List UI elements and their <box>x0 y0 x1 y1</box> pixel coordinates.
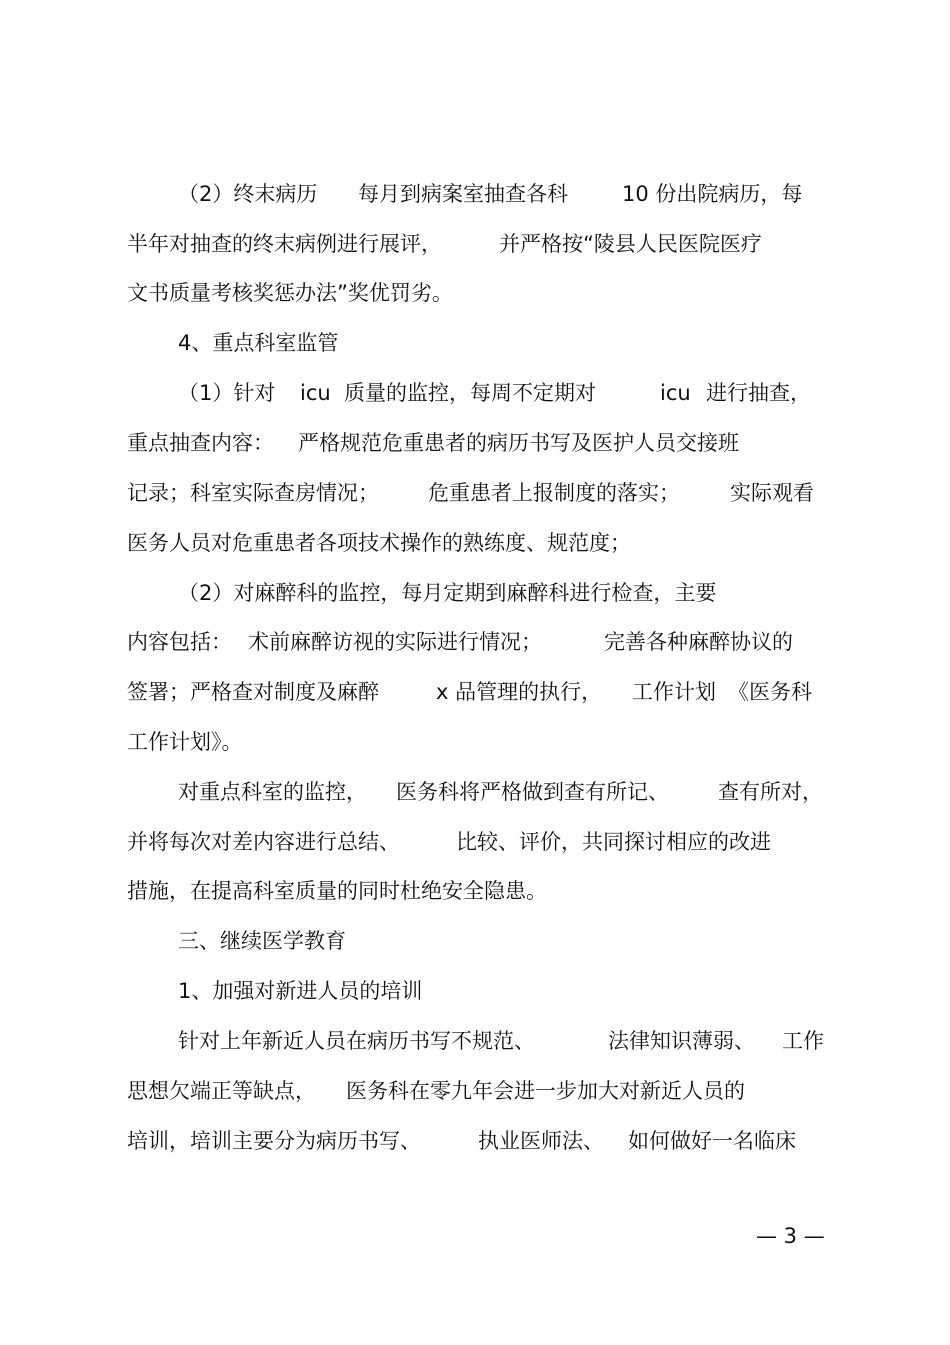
text-segment: 措施，在提高科室质量的同时杜绝安全隐患。 <box>127 879 547 903</box>
text-segment: 对重点科室的监控， <box>178 780 367 804</box>
text-segment: 签署；严格查对制度及麻醉 <box>127 680 379 704</box>
text-segment: 实际观看 <box>730 481 814 505</box>
text-segment: 思想欠端正等缺点， <box>127 1079 316 1103</box>
section-heading <box>0 326 950 360</box>
text-line <box>0 526 950 560</box>
text-segment: 每月到病案室抽查各科 <box>358 182 568 206</box>
text-segment: 《医务科 <box>728 680 812 704</box>
text-segment: 查有所对， <box>718 780 823 804</box>
text-line <box>0 675 950 709</box>
text-segment: 文书质量考核奖惩办法”奖优罚劣。 <box>127 281 453 305</box>
text-segment: x 品管理的执行， <box>436 680 603 704</box>
text-segment: 严格规范危重患者的病历书写及医护人员交接班 <box>298 431 739 455</box>
text-line <box>0 227 950 261</box>
text-segment: 4、重点科室监管 <box>178 331 339 355</box>
text-segment: 医务人员对危重患者各项技术操作的熟练度、规范度； <box>127 531 631 555</box>
text-segment: （2）对麻醉科的监控，每月定期到麻醉科进行检查，主要 <box>178 581 717 605</box>
text-line <box>0 177 950 211</box>
text-line <box>0 775 950 809</box>
text-line <box>0 576 950 610</box>
text-line <box>0 376 950 410</box>
text-line <box>0 1074 950 1108</box>
text-segment: 完善各种麻醉协议的 <box>604 630 793 654</box>
text-segment: 针对上年新近人员在病历书写不规范、 <box>178 1029 535 1053</box>
text-line <box>0 1124 950 1158</box>
text-segment: 工作计划》。 <box>127 730 243 754</box>
text-line <box>0 1024 950 1058</box>
text-segment: 工作计划 <box>632 680 716 704</box>
text-segment: 医务科将严格做到查有所记、 <box>396 780 669 804</box>
text-segment: 危重患者上报制度的落实； <box>428 481 680 505</box>
text-segment: 记录；科室实际查房情况； <box>127 481 379 505</box>
text-line <box>0 426 950 460</box>
text-segment: 法律知识薄弱、 <box>608 1029 755 1053</box>
text-segment: 进行抽查， <box>706 381 811 405</box>
section-heading <box>0 924 950 958</box>
text-segment: 三、继续医学教育 <box>178 929 346 953</box>
text-segment: 执业医师法、 <box>478 1129 604 1153</box>
text-segment: 医务科在零九年会进一步加大对新近人员的 <box>346 1079 745 1103</box>
text-segment: icu <box>660 381 691 405</box>
section-heading <box>0 974 950 1008</box>
text-segment: icu <box>300 381 331 405</box>
text-line <box>0 476 950 510</box>
text-segment: 培训，培训主要分为病历书写、 <box>127 1129 421 1153</box>
text-segment: 内容包括： <box>127 630 232 654</box>
text-segment: 并严格按“陵县人民医院医疗 <box>499 232 762 256</box>
text-segment: 比较、评价，共同探讨相应的改进 <box>456 830 771 854</box>
text-segment: 半年对抽查的终末病例进行展评， <box>127 232 442 256</box>
text-segment: 如何做好一名临床 <box>628 1129 796 1153</box>
text-segment: （1）针对 <box>178 381 276 405</box>
text-segment: （2）终末病历 <box>178 182 318 206</box>
text-line <box>0 725 950 759</box>
text-segment: 术前麻醉访视的实际进行情况； <box>248 630 542 654</box>
text-line <box>0 276 950 310</box>
page-number: — 3 — <box>756 1224 825 1248</box>
text-line <box>0 625 950 659</box>
text-segment: 工作 <box>782 1029 824 1053</box>
text-line <box>0 825 950 859</box>
text-segment: 质量的监控，每周不定期对 <box>344 381 596 405</box>
text-segment: 并将每次对差内容进行总结、 <box>127 830 400 854</box>
text-segment: 10 份出院病历，每 <box>622 182 803 206</box>
text-line <box>0 874 950 908</box>
text-segment: 重点抽查内容： <box>127 431 274 455</box>
text-segment: 1、加强对新进人员的培训 <box>178 979 423 1003</box>
